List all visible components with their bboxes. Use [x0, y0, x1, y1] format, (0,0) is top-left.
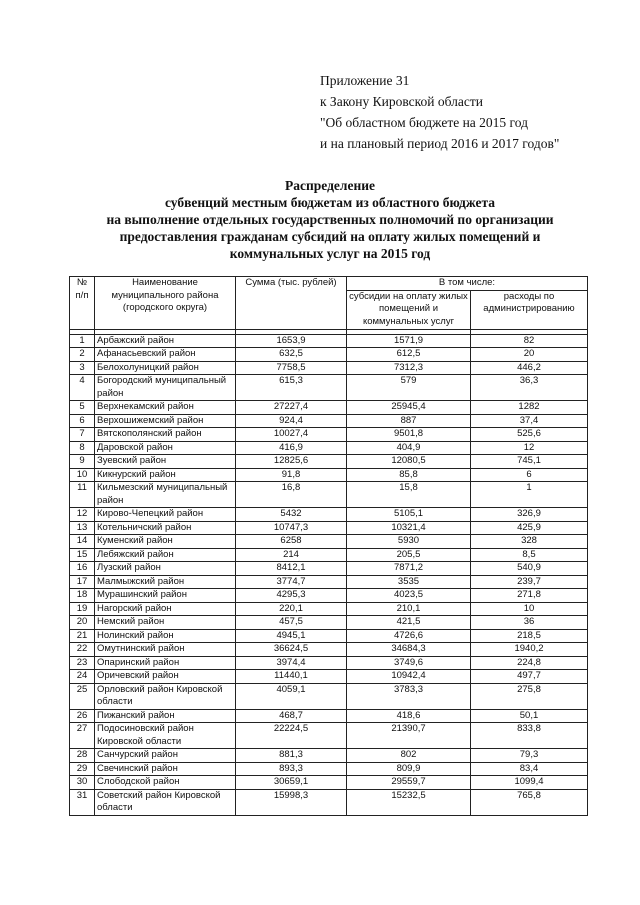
table-row: [70, 709, 588, 723]
row-administration: 20: [471, 348, 588, 362]
row-number: 12: [70, 508, 95, 522]
header-administration: расходы по администрированию: [471, 290, 588, 329]
row-number: 4: [70, 375, 95, 401]
row-subsidies: 612,5: [347, 348, 471, 362]
row-subsidies: 5105,1: [347, 508, 471, 522]
row-subsidies: 1571,9: [347, 334, 471, 348]
row-administration: 218,5: [471, 629, 588, 643]
row-subsidies: 421,5: [347, 616, 471, 630]
table-row: [70, 334, 588, 348]
row-administration: 328: [471, 535, 588, 549]
table-row: [70, 670, 588, 684]
row-number: 24: [70, 670, 95, 684]
row-administration: 271,8: [471, 589, 588, 603]
district-name: Кикнурский район: [95, 468, 236, 482]
district-name: Санчурский район: [95, 749, 236, 763]
table-row: [70, 723, 588, 749]
district-name: Пижанский район: [95, 709, 236, 723]
row-subsidies: 21390,7: [347, 723, 471, 749]
table-row: [70, 656, 588, 670]
row-administration: 525,6: [471, 428, 588, 442]
row-sum: 7758,5: [236, 361, 347, 375]
table-row: [70, 455, 588, 469]
row-number: 27: [70, 723, 95, 749]
row-sum: 214: [236, 548, 347, 562]
row-number: 6: [70, 414, 95, 428]
table-row: [70, 535, 588, 549]
row-number: 30: [70, 776, 95, 790]
table-row: [70, 375, 588, 401]
row-administration: 224,8: [471, 656, 588, 670]
row-number: 31: [70, 789, 95, 815]
row-sum: 416,9: [236, 441, 347, 455]
table-row: [70, 548, 588, 562]
row-subsidies: 10321,4: [347, 521, 471, 535]
district-name: Опаринский район: [95, 656, 236, 670]
district-name: Арбажский район: [95, 334, 236, 348]
table-row: [70, 683, 588, 709]
appendix-law: к Закону Кировской области: [320, 94, 484, 109]
table-row: [70, 602, 588, 616]
district-name: Немский район: [95, 616, 236, 630]
row-administration: 83,4: [471, 762, 588, 776]
row-sum: 220,1: [236, 602, 347, 616]
title-line-1: Распределение: [284, 178, 376, 193]
row-number: 20: [70, 616, 95, 630]
appendix-number: Приложение 31: [320, 73, 410, 88]
row-subsidies: 418,6: [347, 709, 471, 723]
row-administration: 1282: [471, 401, 588, 415]
district-name: Богородский муниципальный район: [95, 375, 236, 401]
table-row: [70, 629, 588, 643]
row-subsidies: 15,8: [347, 482, 471, 508]
row-administration: 540,9: [471, 562, 588, 576]
row-administration: 275,8: [471, 683, 588, 709]
row-administration: 37,4: [471, 414, 588, 428]
row-administration: 745,1: [471, 455, 588, 469]
row-subsidies: 579: [347, 375, 471, 401]
district-name: Зуевский район: [95, 455, 236, 469]
table-row: [70, 441, 588, 455]
row-administration: 446,2: [471, 361, 588, 375]
row-administration: 765,8: [471, 789, 588, 815]
row-number: 22: [70, 643, 95, 657]
row-subsidies: 9501,8: [347, 428, 471, 442]
document-title: [40, 177, 620, 262]
table-row: [70, 562, 588, 576]
appendix-law-period: и на плановый период 2016 и 2017 годов": [320, 136, 560, 151]
title-line-2: субвенций местным бюджетам из областного бюджета: [164, 195, 496, 210]
row-sum: 4945,1: [236, 629, 347, 643]
row-administration: 6: [471, 468, 588, 482]
row-number: 21: [70, 629, 95, 643]
row-sum: 30659,1: [236, 776, 347, 790]
row-administration: 82: [471, 334, 588, 348]
district-name: Подосиновский район Кировской области: [95, 723, 236, 749]
district-name: Омутнинский район: [95, 643, 236, 657]
district-name: Афанасьевский район: [95, 348, 236, 362]
row-subsidies: 29559,7: [347, 776, 471, 790]
row-sum: 22224,5: [236, 723, 347, 749]
table-row: [70, 414, 588, 428]
row-subsidies: 34684,3: [347, 643, 471, 657]
table-row: [70, 789, 588, 815]
table-row: [70, 482, 588, 508]
row-number: 11: [70, 482, 95, 508]
row-administration: 36: [471, 616, 588, 630]
row-number: 9: [70, 455, 95, 469]
header-number: № п/п: [70, 277, 95, 330]
row-sum: 27227,4: [236, 401, 347, 415]
row-sum: 615,3: [236, 375, 347, 401]
row-subsidies: 25945,4: [347, 401, 471, 415]
district-name: Кильмезский муниципальный район: [95, 482, 236, 508]
row-number: 29: [70, 762, 95, 776]
row-administration: 497,7: [471, 670, 588, 684]
row-number: 23: [70, 656, 95, 670]
row-sum: 881,3: [236, 749, 347, 763]
row-number: 2: [70, 348, 95, 362]
row-sum: 3974,4: [236, 656, 347, 670]
table-row: [70, 643, 588, 657]
row-subsidies: 7871,2: [347, 562, 471, 576]
table-body: [70, 329, 588, 815]
table-row: [70, 348, 588, 362]
row-sum: 4295,3: [236, 589, 347, 603]
district-name: Лебяжский район: [95, 548, 236, 562]
row-subsidies: 4023,5: [347, 589, 471, 603]
header-subsidies: субсидии на оплату жилых помещений и коммунальных услуг: [347, 290, 471, 329]
row-sum: 10747,3: [236, 521, 347, 535]
row-sum: 11440,1: [236, 670, 347, 684]
row-subsidies: 887: [347, 414, 471, 428]
row-number: 18: [70, 589, 95, 603]
row-sum: 36624,5: [236, 643, 347, 657]
district-name: Нагорский район: [95, 602, 236, 616]
row-sum: 8412,1: [236, 562, 347, 576]
header-including: В том числе:: [347, 277, 588, 291]
district-name: Белохолуницкий район: [95, 361, 236, 375]
row-number: 26: [70, 709, 95, 723]
row-subsidies: 12080,5: [347, 455, 471, 469]
row-subsidies: 15232,5: [347, 789, 471, 815]
appendix-heading: [320, 70, 559, 154]
row-sum: 91,8: [236, 468, 347, 482]
district-name: Верхнекамский район: [95, 401, 236, 415]
district-name: Советский район Кировской области: [95, 789, 236, 815]
row-subsidies: 4726,6: [347, 629, 471, 643]
table-row: [70, 401, 588, 415]
district-name: Нолинский район: [95, 629, 236, 643]
table-row: [70, 616, 588, 630]
row-number: 19: [70, 602, 95, 616]
row-number: 28: [70, 749, 95, 763]
row-subsidies: 3749,6: [347, 656, 471, 670]
table-row: [70, 589, 588, 603]
row-sum: 3774,7: [236, 575, 347, 589]
row-sum: 5432: [236, 508, 347, 522]
row-sum: 6258: [236, 535, 347, 549]
row-administration: 1940,2: [471, 643, 588, 657]
district-name: Кирово-Чепецкий район: [95, 508, 236, 522]
row-number: 17: [70, 575, 95, 589]
row-subsidies: 3783,3: [347, 683, 471, 709]
row-subsidies: 210,1: [347, 602, 471, 616]
district-name: Мурашинский район: [95, 589, 236, 603]
row-number: 25: [70, 683, 95, 709]
row-administration: 425,9: [471, 521, 588, 535]
row-administration: 1: [471, 482, 588, 508]
row-sum: 1653,9: [236, 334, 347, 348]
district-name: Верхошижемский район: [95, 414, 236, 428]
row-administration: 326,9: [471, 508, 588, 522]
district-name: Малмыжский район: [95, 575, 236, 589]
row-administration: 1099,4: [471, 776, 588, 790]
table-row: [70, 575, 588, 589]
district-name: Орловский район Кировской области: [95, 683, 236, 709]
header-sum: Сумма (тыс. рублей): [236, 277, 347, 330]
row-administration: 8,5: [471, 548, 588, 562]
row-administration: 10: [471, 602, 588, 616]
row-subsidies: 205,5: [347, 548, 471, 562]
table-row: [70, 762, 588, 776]
row-subsidies: 7312,3: [347, 361, 471, 375]
distribution-table: [69, 276, 588, 816]
row-number: 1: [70, 334, 95, 348]
row-subsidies: 85,8: [347, 468, 471, 482]
row-sum: 893,3: [236, 762, 347, 776]
title-line-5: коммунальных услуг на 2015 год: [229, 246, 431, 261]
district-name: Котельничский район: [95, 521, 236, 535]
district-name: Вятскополянский район: [95, 428, 236, 442]
row-number: 3: [70, 361, 95, 375]
row-subsidies: 404,9: [347, 441, 471, 455]
row-subsidies: 809,9: [347, 762, 471, 776]
row-sum: 12825,6: [236, 455, 347, 469]
row-administration: 12: [471, 441, 588, 455]
table-row: [70, 776, 588, 790]
row-number: 8: [70, 441, 95, 455]
row-administration: 833,8: [471, 723, 588, 749]
row-number: 10: [70, 468, 95, 482]
header-name: Наименование муниципального района (городского округа): [95, 277, 236, 330]
table-row: [70, 428, 588, 442]
table-row: [70, 361, 588, 375]
row-sum: 15998,3: [236, 789, 347, 815]
title-line-3: на выполнение отдельных государственных полномочий по организации: [106, 212, 554, 227]
row-administration: 79,3: [471, 749, 588, 763]
row-number: 7: [70, 428, 95, 442]
row-subsidies: 802: [347, 749, 471, 763]
table-row: [70, 468, 588, 482]
row-administration: 36,3: [471, 375, 588, 401]
row-sum: 632,5: [236, 348, 347, 362]
row-number: 16: [70, 562, 95, 576]
row-subsidies: 5930: [347, 535, 471, 549]
district-name: Куменский район: [95, 535, 236, 549]
district-name: Даровской район: [95, 441, 236, 455]
row-sum: 468,7: [236, 709, 347, 723]
table-row: [70, 521, 588, 535]
row-sum: 457,5: [236, 616, 347, 630]
row-sum: 924,4: [236, 414, 347, 428]
row-number: 5: [70, 401, 95, 415]
row-sum: 10027,4: [236, 428, 347, 442]
row-administration: 50,1: [471, 709, 588, 723]
district-name: Свечинский район: [95, 762, 236, 776]
row-administration: 239,7: [471, 575, 588, 589]
row-sum: 16,8: [236, 482, 347, 508]
appendix-law-title: "Об областном бюджете на 2015 год: [320, 115, 528, 130]
row-number: 13: [70, 521, 95, 535]
table-row: [70, 508, 588, 522]
district-name: Оричевский район: [95, 670, 236, 684]
row-subsidies: 10942,4: [347, 670, 471, 684]
district-name: Слободской район: [95, 776, 236, 790]
row-number: 14: [70, 535, 95, 549]
row-subsidies: 3535: [347, 575, 471, 589]
district-name: Лузский район: [95, 562, 236, 576]
row-sum: 4059,1: [236, 683, 347, 709]
row-number: 15: [70, 548, 95, 562]
table-row: [70, 749, 588, 763]
title-line-4: предоставления гражданам субсидий на оплату жилых помещений и: [119, 229, 541, 244]
